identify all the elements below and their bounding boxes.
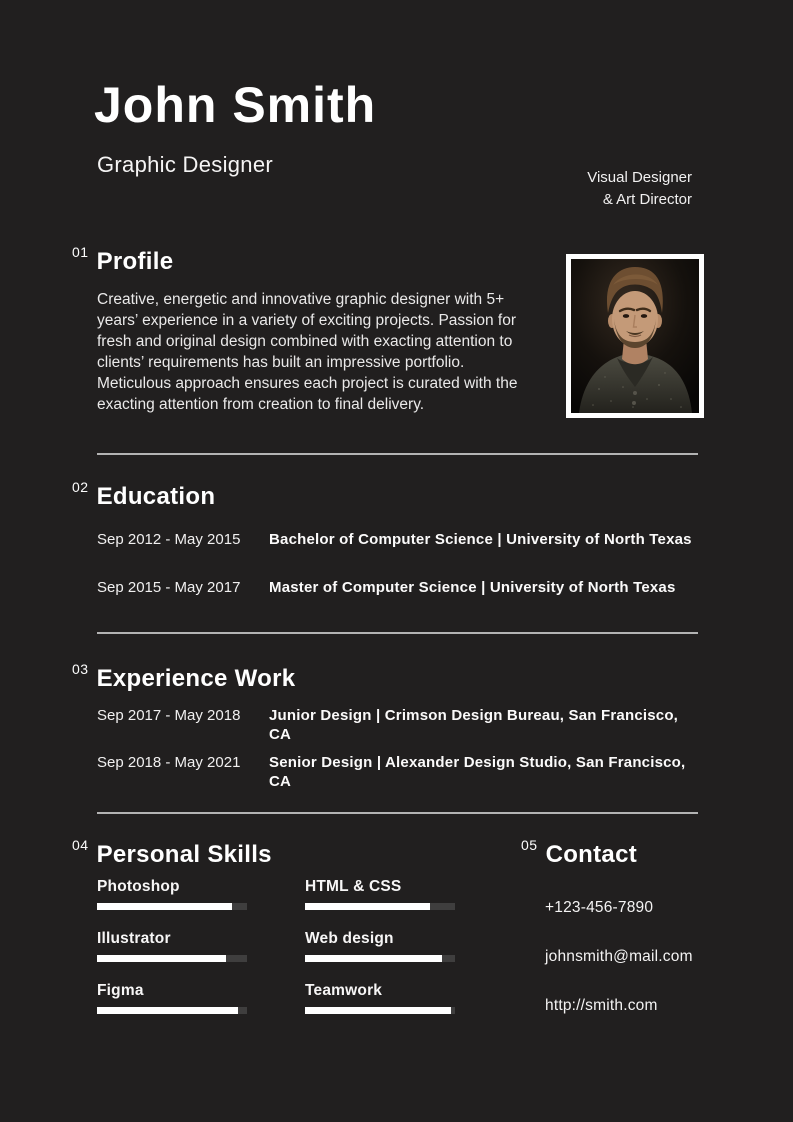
skill-label: Teamwork [305,982,383,999]
skills-column-right [305,878,455,1034]
skill-bar-fill [97,955,226,962]
role-subtitle: Graphic Designer [97,152,273,177]
skill-bar-track [305,903,455,910]
skill-item [305,930,455,982]
skill-bar-track [97,903,247,910]
section-title: Experience Work [96,665,296,692]
skill-bar-track [97,1007,247,1014]
section-title: Education [96,483,216,510]
skill-item [97,878,247,930]
skill-bar-fill [305,1007,451,1014]
skill-label: Figma [97,982,144,999]
section-number: 02 [72,479,89,495]
experience-period: Sep 2018 - May 2021 [97,754,241,771]
skills-column-left [97,878,247,1034]
skill-item [97,930,247,982]
skill-bar-fill [305,955,442,962]
divider [97,812,698,814]
section-title: Profile [96,248,174,275]
skill-bar-track [97,955,247,962]
section-number: 01 [72,244,89,260]
divider [97,453,698,455]
skill-bar-track [305,1007,455,1014]
education-detail: Master of Computer Science | University of North Texas [269,579,676,596]
contact-phone: +123-456-7890 [545,899,654,916]
section-title: Contact [545,841,638,868]
tagline-line-2: & Art Director [602,190,692,208]
section-heading-experience [72,660,295,691]
section-heading-profile [72,243,173,274]
profile-photo [566,254,704,418]
section-heading-education [72,478,215,509]
section-number: 03 [72,661,89,677]
section-heading-skills [72,836,272,867]
tagline-line-1: Visual Designer [587,169,692,186]
contact-website: http://smith.com [545,997,658,1014]
experience-detail: Junior Design | Crimson Design Bureau, San Francisco, CA [269,707,679,743]
section-number: 04 [72,837,89,853]
skill-label: Illustrator [97,930,171,947]
skill-label: Web design [305,930,394,947]
skill-label: Photoshop [97,878,180,895]
skill-bar-fill [97,1007,238,1014]
education-detail: Bachelor of Computer Science | University of North Texas [269,531,692,548]
skill-bar-fill [305,903,430,910]
section-number: 05 [521,837,538,853]
education-row [97,578,702,597]
page-title: John Smith [94,77,377,133]
divider [97,632,698,634]
experience-row [97,753,702,791]
skill-label: HTML & CSS [305,878,402,895]
profile-summary: Creative, energetic and innovative graphic designer with 5+ years’ experience in a variety of exciting projects. Passion for fresh and original design combined with exacting attention to clients’ requirements has built an impressive portfolio. Meticulous approach ensures each project is curated with the exacting attention from creation to final delivery. [97,291,518,413]
education-period: Sep 2015 - May 2017 [97,579,241,596]
tagline [587,167,692,210]
section-title: Personal Skills [96,841,272,868]
skill-bar-fill [97,903,232,910]
skill-item [97,982,247,1034]
section-heading-contact [521,836,637,867]
portrait-illustration [571,259,699,413]
education-period: Sep 2012 - May 2015 [97,531,241,548]
experience-detail: Senior Design | Alexander Design Studio, San Francisco, CA [269,754,686,790]
experience-period: Sep 2017 - May 2018 [97,707,241,724]
skill-item [305,878,455,930]
contact-email: johnsmith@mail.com [545,948,693,965]
education-row [97,530,702,549]
skill-item [305,982,455,1034]
experience-row [97,706,702,744]
contact-list [545,899,693,1046]
skill-bar-track [305,955,455,962]
